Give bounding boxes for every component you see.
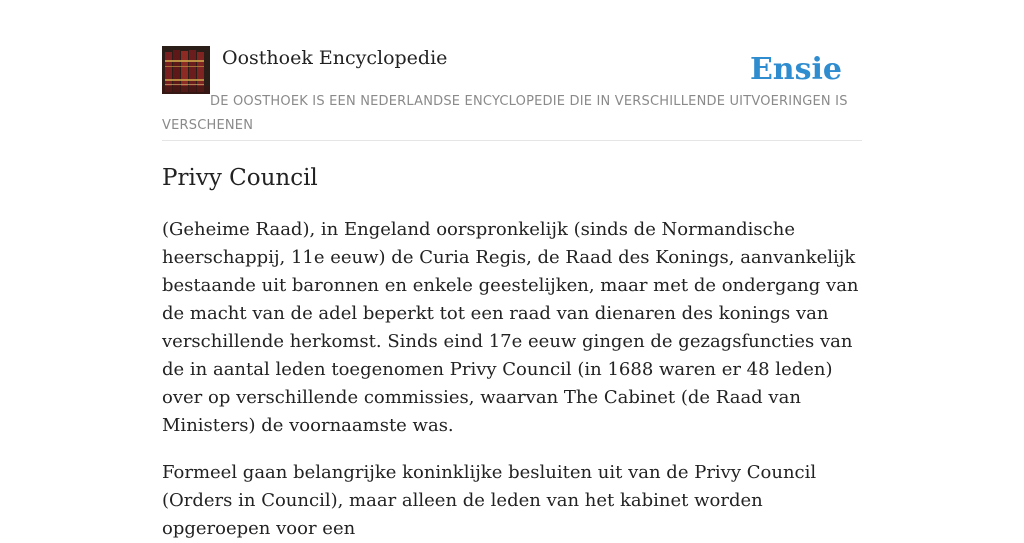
site-name[interactable]: Oosthoek Encyclopedie	[222, 47, 448, 69]
article-title: Privy Council	[162, 165, 318, 191]
article-paragraph: (Geheime Raad), in Engeland oorspronkelijk (sinds de Normandische heerschappij, 11e eeuw) de Curia Regis, de Raad des Konings, aanvankelijk bestaande uit baronnen en enkele geestelijken, maar met de ondergang van de macht van de adel beperkt tot een raad van dienaren des konings van verschillende herkomst. Sinds eind 17e eeuw gingen de gezagsfuncties van de in aantal leden toegenomen Privy Council (in 1688 waren er 48 leden) over op verschillende commissies, waarvan The Cabinet (de Raad van Ministers) de voornaamste was.	[162, 219, 859, 436]
article-paragraph: Formeel gaan belangrijke koninklijke besluiten uit van de Privy Council (Orders in Council), maar alleen de leden van het kabinet worden opgeroepen voor een	[162, 462, 817, 539]
brand-logo[interactable]: Ensie	[749, 52, 842, 87]
encyclopedia-books-icon[interactable]	[162, 46, 210, 94]
site-tagline: DE OOSTHOEK IS EEN NEDERLANDSE ENCYCLOPEDIE DIE IN VERSCHILLENDE UITVOERINGEN IS VERSCHENEN	[162, 94, 848, 133]
site-header	[162, 46, 862, 141]
article	[162, 160, 862, 543]
